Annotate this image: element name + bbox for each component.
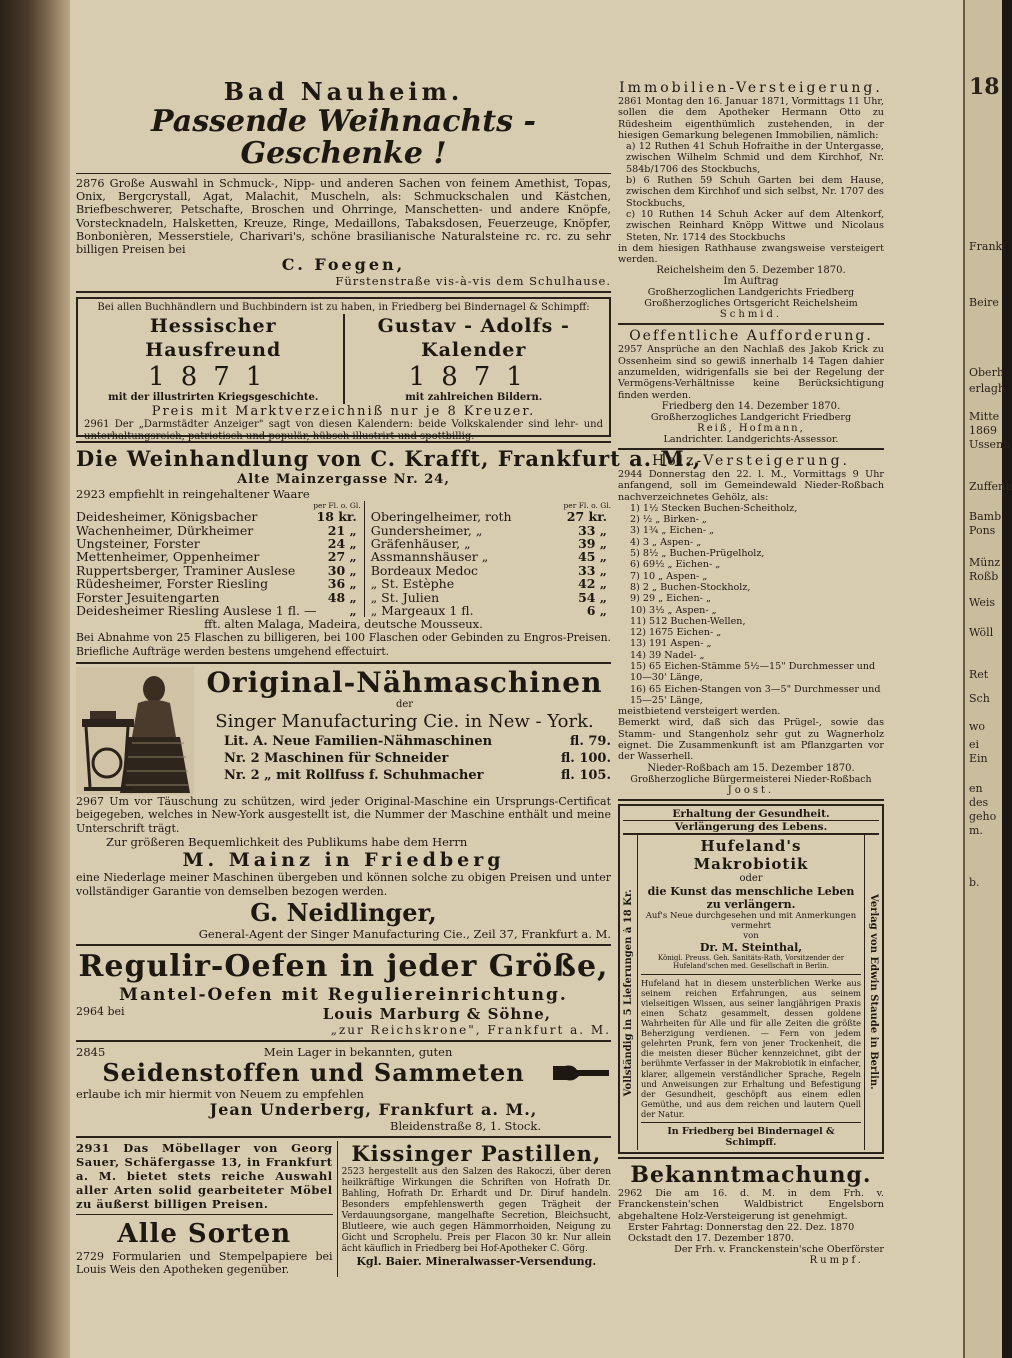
hufeland-ad (618, 804, 884, 1154)
oefen-title: Regulir-Oefen in jeder Größe, (78, 948, 609, 984)
auff-names: Reiß, Hofmann, (697, 422, 805, 434)
holz-item: 14) 39 Nadel- „ (630, 649, 705, 661)
right-column (618, 72, 884, 1266)
wein-table-left (76, 510, 361, 617)
wine-price: 21 „ (327, 522, 357, 538)
xmas-address: Fürstenstraße vis-à-vis dem Schulhause. (335, 274, 611, 289)
holz-authority: Großherzogliche Bürgermeisterei Nieder-Roßbach (630, 773, 872, 785)
seiden-intro: Mein Lager in bekannten, guten (263, 1044, 453, 1059)
wine-name: Ungsteiner, Forster (76, 536, 200, 552)
huf-von: von (743, 930, 759, 941)
naehmaschinen-ad (76, 667, 611, 941)
naeh-model: Nr. 2 „ mit Rollfuss f. Schuhmacher (224, 767, 484, 783)
holz-item: 1) 1½ Stecken Buchen-Scheitholz, (630, 502, 798, 514)
holz-item: 12) 1675 Eichen- „ (630, 627, 722, 639)
wine-price: 54 „ (578, 589, 607, 605)
next-page-line: Sch (969, 692, 990, 705)
holz-item: 13) 191 Aspen- „ (630, 638, 712, 650)
huf-left-vertical: Vollständig in 5 Lieferungen à 18 Kr. (623, 888, 634, 1096)
wine-row (76, 591, 361, 604)
next-page-line: geho (969, 810, 997, 823)
oefen-sub: Mantel-Oefen mit Reguliereinrichtung. (119, 984, 568, 1005)
wein-unit-right: per Fl. o. Gl. (563, 501, 611, 511)
kalender-left-sub: mit der illustrirten Kriegsgeschichte. (108, 392, 319, 404)
wine-row (371, 564, 611, 577)
holz-signer: Joost. (727, 784, 775, 796)
naeh-body: 2967 Um vor Täuschung zu schützen, wird jeder Original-Maschine ein Ursprungs-Certificat beigegeben, welches in New-York ausgestellt ist, die Nummer der Maschine enthält und meine Unterschrift trägt. (76, 794, 611, 835)
wine-price: 27 kr. (566, 509, 607, 525)
wine-name: „ St. Julien (370, 589, 440, 605)
next-page-line: Mitte (969, 410, 1000, 423)
naeh-price: fl. 100. (560, 750, 611, 766)
next-page-line: Bamb (969, 510, 1002, 523)
wine-row (76, 524, 361, 537)
holz-title: Holz-Versteigerung. (652, 452, 850, 469)
kalender-right-title: Gustav - Adolfs - Kalender (377, 315, 570, 362)
wine-row (76, 604, 361, 617)
wine-row (371, 577, 611, 590)
wine-row (371, 510, 611, 523)
next-page-line: Ret (969, 668, 989, 681)
xmas-ad (76, 106, 611, 288)
wine-price: 27 „ (327, 549, 357, 565)
huf-body: Hufeland hat in diesem unsterblichen Werke aus seinem reichen Erfahrungen, aus seinem vielseitigen Wissen, aus seiner langjährigen Praxis einen Schatz gesammelt, dessen goldene Wahrheiten für Alle und für alle Zeiten die größte Beherzigung verdienen. — Fern von jedem gelehrten Prunk, fern von jener Trockenheit, die die meisten dieser Bücher kennzeichnet, gibt der berühmte Verfasser in der Makrobiotik in einfacher, klarer, allgemein verständlicher Sprache, Regeln und Anweisungen zur Erhaltung und Befestigung der Gesundheit, geschöpft aus einem edlen Gemüthe, und aus dem reichen und lautern Quell der Natur. (641, 977, 861, 1119)
kalender-intro: Bei allen Buchhändlern und Buchbindern ist zu haben, in Friedberg bei Bindernagel & Schimpff: (97, 302, 590, 314)
wine-name: Wachenheimer, Dürkheimer (76, 522, 254, 538)
next-page-line: erlagh (969, 382, 1005, 395)
oefen-address: „zur Reichskrone", Frankfurt a. M. (330, 1022, 611, 1037)
wine-price: 39 „ (578, 536, 607, 552)
huf-edited: Auf's Neue durchgesehen und mit Anmerkungen vermehrt (645, 910, 857, 931)
next-page-line: Ussenh (969, 438, 1011, 451)
next-page-line: Münz (969, 556, 1001, 569)
next-page-line: des (969, 796, 989, 809)
immo-item: b) 6 Ruthen 59 Schuh Garten bei dem Hause, zwischen dem Kirchhof und sich selbst, Nr. 1707 des Stockbuchs, (626, 175, 884, 209)
auff-roles: Landrichter. Landgerichts-Assessor. (663, 433, 839, 445)
wine-name: Mettenheimer, Oppenheimer (76, 549, 260, 565)
huf-sub: die Kunst das menschliche Leben zu verlängern. (647, 884, 855, 911)
immo-notary: Großherzogliches Ortsgericht Reichelsheim (644, 298, 858, 310)
auff-text: 2957 Ansprüche an den Nachlaß des Jakob Krick zu Ossenheim sind so gewiß innerhalb 14 Tagen dahier anzumelden, widrigenfalls sie bei der Regelung der Vermögens-Verhältnisse keine Berücksichtigung finden werden. (618, 344, 884, 401)
holz-date: Nieder-Roßbach am 15. Dezember 1870. (647, 762, 855, 774)
pointing-hand-icon (551, 1062, 611, 1084)
wine-name: Assmannshäuser „ (370, 549, 489, 565)
naeh-agent: M. Mainz in Friedberg (182, 849, 505, 872)
bek-title: Bekanntmachung. (630, 1161, 872, 1188)
holz-item: 16) 65 Eichen-Stangen von 3—5" Durchmesser und 15—25' Länge, (630, 683, 881, 706)
wine-price: 48 „ (327, 589, 357, 605)
immo-title: Immobilien-Versteigerung. (619, 80, 883, 96)
book-edge (0, 0, 70, 1358)
oefen-ad (76, 949, 611, 1037)
naeh-neidlinger: G. Neidlinger, (250, 897, 437, 927)
naeh-der: der (395, 698, 414, 710)
wine-row (371, 524, 611, 537)
huf-doctor-title: Königl. Preuss. Geh. Sanitäts-Rath, Vorsitzender der Hufeland'schen med. Gesellschaft in Berlin. (657, 953, 845, 971)
sorten-title: Alle Sorten (117, 1218, 292, 1249)
naeh-price: fl. 105. (560, 767, 611, 783)
wine-name: Rüdesheimer, Forster Riesling (76, 576, 269, 592)
wine-name: Ruppertsberger, Traminer Auslese (76, 562, 296, 578)
next-page-line: Beire (969, 296, 999, 309)
wine-name: „ Margeaux 1 fl. (370, 603, 474, 619)
immo-item: c) 10 Ruthen 14 Schuh Acker auf dem Altenkorf, zwischen Reinhard Knöpp Wittwe und Nicolaus Steten, Nr. 1714 des Stockbuchs (626, 208, 884, 243)
bek-name: Rumpf. (809, 1254, 864, 1266)
wine-name: Oberingelheimer, roth (370, 509, 512, 525)
next-page-line: Roßb (969, 570, 999, 583)
seiden-name: Jean Underberg, Frankfurt a. M., (209, 1099, 538, 1119)
huf-doctor: Dr. M. Steinthal, (699, 940, 803, 954)
immo-auftrag: Im Auftrag (723, 276, 779, 288)
kalender-left (84, 314, 345, 404)
immo-court: Großherzoglichen Landgerichts Friedberg (647, 287, 855, 299)
wine-row (76, 577, 361, 590)
holz-item: 11) 512 Buchen-Wellen, (630, 615, 746, 627)
wine-row (76, 550, 361, 563)
wine-name: Forster Jesuitengarten (76, 589, 220, 605)
holz-item: 10) 3½ „ Aspen- „ (630, 604, 717, 616)
oefen-company: Louis Marburg & Söhne, (322, 1004, 551, 1023)
seiden-ad (76, 1045, 611, 1133)
wein-table-right (371, 510, 611, 617)
immo-closing: in dem hiesigen Rathhause zwangsweise versteigert werden. (618, 242, 884, 266)
naeh-price-row (224, 733, 611, 750)
xmas-body: 2876 Große Auswahl in Schmuck-, Nipp- und anderen Sachen von feinem Amethist, Topas, Onix, Bergcrystall, Agat, Malachit, Muscheln, als: Schmuckschalen und Kästchen, Briefbeschwerer, Petschafte, Broschen und Ohrringe, Manschetten- und andere Knöpfe, Vorstecknadeln, Halsketten, Kreuze, Ringe, Medaillons, Tabaksdosen, Feuerzeuge, Knöpfer, Bonbonièren, Messerstiele, Charivari's, schöne brasilianische Naturalsteine rc. rc. zu sehr billigen Preisen bei (76, 177, 611, 257)
wein-address: Alte Mainzergasse Nr. 24, (237, 472, 450, 488)
wein-intro: 2923 empfiehlt in reingehaltener Waare (76, 487, 310, 502)
page-title: Bad Nauheim. (223, 77, 464, 106)
next-page-line: wo (969, 720, 986, 733)
kalender-right-year: 1871 (408, 362, 539, 393)
bekanntmachung-ad (618, 1162, 884, 1266)
wein-footer: Bei Abnahme von 25 Flaschen zu billigeren, bei 100 Flaschen oder Gebinden zu Engros-Preisen. Briefliche Aufträge werden bestens umgehend effectuirt. (76, 631, 611, 659)
immo-item: a) 12 Ruthen 41 Schuh Hofraithe in der Untergasse, zwischen Wilhelm Schmid und dem Kirchhof, Nr. 584b/1706 des Stockbuchs, (626, 141, 884, 175)
wine-row (371, 550, 611, 563)
immo-date: Reichelsheim den 5. Dezember 1870. (656, 265, 846, 277)
wine-row (76, 510, 361, 523)
next-page-line: Ein (969, 752, 988, 765)
seiden-num: 2845 (76, 1044, 106, 1059)
next-page-edge (963, 0, 1012, 1358)
kalender-left-year: 1871 (148, 362, 279, 393)
xmas-headline: Passende Weihnachts - Geschenke ! (151, 104, 536, 171)
wine-price: 33 „ (578, 522, 607, 538)
seiden-text: erlaube ich mir hiermit von Neuem zu empfehlen (76, 1086, 364, 1101)
holz-note: Bemerkt wird, daß sich das Prügel-, sowie das Stamm- und Stangenholz sehr gut zu Wagnerholz eignet. Die Zusammenkunft ist am Pflanzgarten vor der Wasserhell. (618, 717, 884, 763)
huf-header2: Verlängerung des Lebens. (623, 821, 879, 835)
wine-price: „ (349, 603, 357, 619)
wine-name: Deidesheimer, Königsbacher (76, 509, 258, 525)
auff-court: Großherzogliches Landgericht Friedberg (650, 411, 852, 423)
holz-item: 8) 2 „ Buchen-Stockholz, (630, 581, 751, 593)
next-page-line: en (969, 782, 983, 795)
next-page-line: Oberh (969, 366, 1004, 379)
wine-price: 45 „ (578, 549, 607, 565)
seiden-title: Seidenstoffen und Sammeten (102, 1057, 525, 1087)
wine-price: 18 kr. (316, 509, 357, 525)
huf-oder: oder (739, 872, 763, 884)
next-page-line: m. (969, 824, 983, 837)
holz-item: 7) 10 „ Aspen- „ (630, 570, 708, 582)
wine-row (371, 591, 611, 604)
wine-price: 6 „ (586, 603, 607, 619)
wine-row (76, 564, 361, 577)
auff-date: Friedberg den 14. Dezember 1870. (661, 400, 841, 412)
wine-name: Deidesheimer Riesling Auslese 1 fl. — (76, 603, 317, 619)
immobilien-ad (618, 80, 884, 320)
pastillen-text: 2523 hergestellt aus den Salzen des Rakoczi, über deren heilkräftige Wirkungen die Schriften von Hofrath Dr. Bahling, Hofrath Dr. Erhardt und Dr. Diruf handeln. Besonders empfehlenswerth gegen Trägheit der Verdauungsorgane, mangelhafte Secretion, Bleichsucht, Blutleere, wie auch gegen Hämmorrhoiden, Neigung zu Gicht und Scrophelu. Preis per Flacon 30 kr. Nur allein ächt käuflich in Friedberg bei Hof-Apotheker C. Görg. (341, 1166, 611, 1254)
sorten-text: 2729 Formularien und Stempelpapiere bei Louis Weis den Apotheken gegenüber. (76, 1249, 333, 1277)
naeh-model: Lit. A. Neue Familien-Nähmaschinen (224, 733, 493, 749)
wine-name: „ St. Estèphe (370, 576, 455, 592)
holz-item: 6) 69½ „ Eichen- „ (630, 559, 721, 571)
pastillen-footer: Kgl. Baier. Mineralwasser-Versendung. (356, 1254, 597, 1268)
wein-unit-left: per Fl. o. Gl. (313, 501, 361, 511)
pastillen-title: Kissinger Pastillen, (351, 1140, 602, 1166)
wine-price: 24 „ (327, 536, 357, 552)
kalender-right-sub: mit zahlreichen Bildern. (405, 392, 543, 404)
next-page-line: Wöll (969, 626, 994, 639)
wine-name: Gräfenhäuser, „ (370, 536, 471, 552)
huf-footer: In Friedberg bei Bindernagel & Schimpff. (667, 1125, 835, 1148)
seiden-address: Bleidenstraße 8, 1. Stock. (390, 1118, 541, 1133)
huf-right-vertical: Verlag von Edwin Staude in Berlin. (868, 894, 879, 1091)
holz-item: 5) 8½ „ Buchen-Prügelholz, (630, 548, 765, 560)
next-page-line: Weis (969, 596, 996, 609)
wine-price: 42 „ (578, 576, 607, 592)
wine-price: 30 „ (327, 562, 357, 578)
wine-row (371, 537, 611, 550)
next-page-line: Frankf (969, 240, 1007, 253)
wine-name: Bordeaux Medoc (370, 562, 479, 578)
naeh-bequem: Zur größeren Bequemlichkeit des Publikums habe dem Herrn (106, 835, 468, 850)
kalender-note: 2961 Der „Darmstädter Anzeiger" sagt von diesen Kalendern: beide Volkskalender sind lehr- und unterhaltungsreich, patriotisch und populär, hübsch illustrirt und spottbillig. (84, 419, 603, 443)
holz-item: 15) 65 Eichen-Stämme 5½—15" Durchmesser und 10—30' Länge, (630, 660, 876, 684)
holz-closing: meistbietend versteigert werden. (618, 706, 781, 718)
kalender-right (345, 314, 604, 404)
holz-intro: 2944 Donnerstag den 22. l. M., Vormittags 9 Uhr anfangend, soll im Gemeindewald Nieder-Roßbach nachverzeichnetes Gehölz, als: (618, 468, 884, 503)
naeh-general: General-Agent der Singer Manufacturing Cie., Zeil 37, Frankfurt a. M. (198, 926, 611, 941)
bek-termin: Erster Fahrtag: Donnerstag den 22. Dez. 1870 (628, 1221, 855, 1233)
wein-title: Die Weinhandlung von C. Krafft, Frankfurt a. M., (76, 446, 702, 472)
holz-item: 4) 3 „ Aspen- „ (630, 536, 702, 548)
wine-price: 33 „ (578, 562, 607, 578)
bek-text: 2962 Die am 16. d. M. in dem Frh. v. Franckenstein'schen Waldbistrict Engelsborn abgehaltene Holz-Versteigerung ist genehmigt. (618, 1187, 884, 1222)
next-page-line: Zuffenh (969, 480, 1012, 493)
bottom-left-row (76, 1141, 611, 1277)
sewing-machine-illustration (76, 667, 194, 795)
kalender-ad (76, 297, 611, 443)
holz-item: 2) ½ „ Birken- „ (630, 514, 707, 526)
naeh-price: fl. 79. (569, 733, 611, 749)
holz-item: 9) 29 „ Eichen- „ (630, 593, 711, 605)
naeh-price-row (224, 767, 611, 784)
naeh-title: Original-Nähmaschinen (206, 665, 603, 699)
kalender-left-title: Hessischer Hausfreund (145, 315, 282, 362)
next-page-line: ei (969, 738, 980, 751)
immo-signer: Schmid. (719, 309, 783, 321)
bek-date: Ockstadt den 17. Dezember 1870. (628, 1232, 795, 1244)
naeh-company: Singer Manufacturing Cie. in New - York. (215, 710, 594, 732)
next-page-line: 1869 (969, 424, 997, 437)
xmas-name: C. Foegen, (281, 255, 406, 275)
huf-title: Hufeland's Makrobiotik (693, 836, 809, 873)
wine-row (371, 604, 611, 617)
wine-price: 36 „ (327, 576, 357, 592)
naeh-niederlage: eine Niederlage meiner Maschinen übergeben und können solche zu obigen Preisen und unter vollständiger Garantie von demselben bezogen werden. (76, 871, 611, 899)
huf-header1: Erhaltung der Gesundheit. (623, 808, 879, 821)
naeh-price-row (224, 750, 611, 767)
wein-extra: fft. alten Malaga, Madeira, deutsche Mousseux. (204, 617, 483, 632)
next-page-line: b. (969, 876, 980, 889)
auff-title: Oeffentliche Aufforderung. (629, 328, 873, 345)
wine-row (76, 537, 361, 550)
moebel-text: 2931 Das Möbellager von Georg Sauer, Schäfergasse 13, in Frankfurt a. M. bietet stets reiche Auswahl aller Arten solid gearbeiteter Möbel zu äußerst billigen Preisen. (76, 1140, 333, 1211)
bek-signer: Der Frh. v. Franckenstein'sche Oberförster (674, 1243, 884, 1255)
oefen-num: 2964 bei (76, 1004, 125, 1018)
naeh-model: Nr. 2 Maschinen für Schneider (224, 750, 449, 766)
immo-intro: 2861 Montag den 16. Januar 1871, Vormittags 11 Uhr, sollen die dem Apotheker Hermann Otto zu Rüdesheim eigenthümlich zustehenden, in der hiesigen Gemarkung belegenen Immobilien, nämlich: (618, 96, 884, 141)
holz-ad (618, 453, 884, 796)
wine-name: Gundersheimer, „ (370, 522, 483, 538)
holz-item: 3) 1¾ „ Eichen- „ (630, 525, 715, 537)
kalender-price: Preis mit Marktverzeichniß nur je 8 Kreuzer. (151, 404, 536, 420)
next-page-number: 18 (969, 74, 1000, 100)
next-page-line: Pons (969, 524, 996, 537)
aufforderung-ad (618, 328, 884, 444)
